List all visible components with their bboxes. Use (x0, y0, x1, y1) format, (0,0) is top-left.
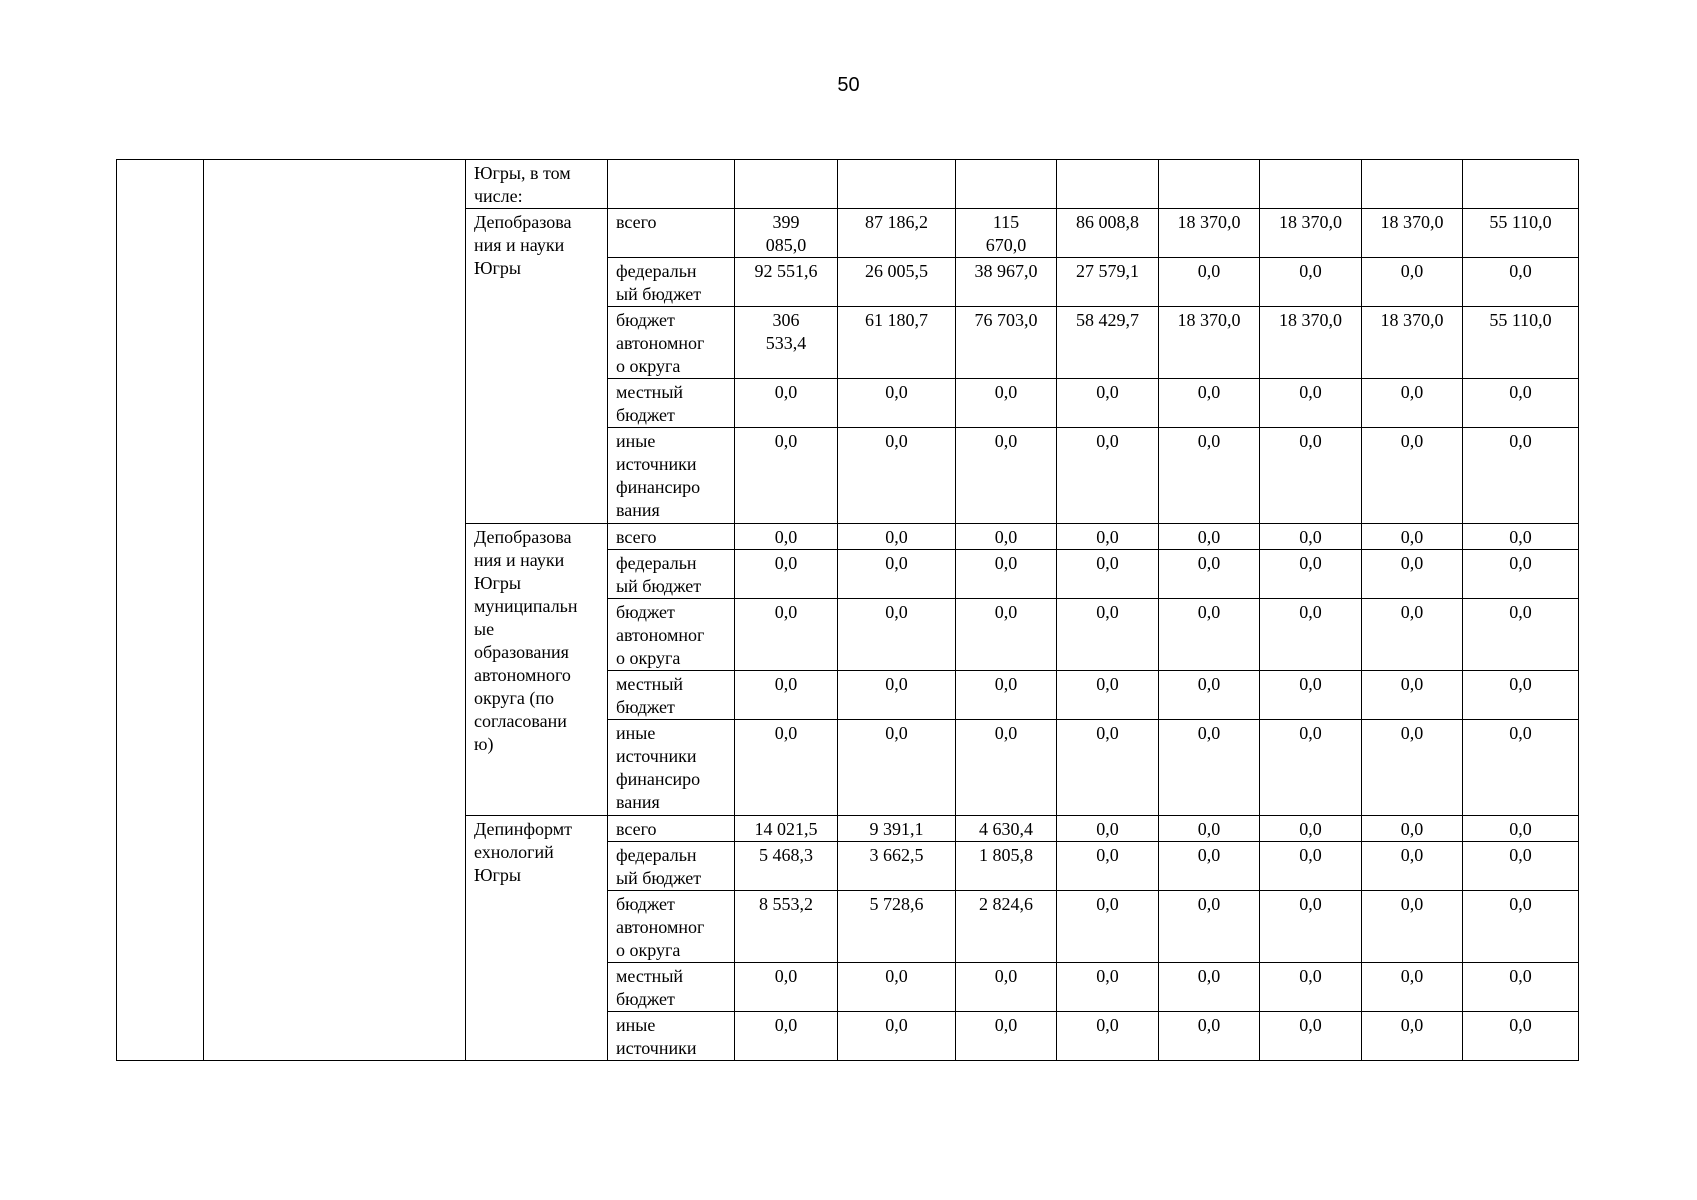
value-cell: 14 021,5 (735, 816, 838, 842)
value-cell: 61 180,7 (838, 307, 956, 379)
value-cell: 0,0 (1463, 379, 1579, 428)
value-cell: 0,0 (1463, 816, 1579, 842)
value-cell: 0,0 (1463, 550, 1579, 599)
value-cell (1057, 160, 1159, 209)
value-cell: 18 370,0 (1362, 307, 1463, 379)
value-cell: 0,0 (1159, 599, 1260, 671)
value-cell: 0,0 (1057, 891, 1159, 963)
value-cell: 0,0 (1159, 842, 1260, 891)
value-cell: 0,0 (1362, 1012, 1463, 1061)
value-cell: 0,0 (735, 963, 838, 1012)
table-row-subtotal-header (117, 160, 1579, 209)
value-cell (1260, 160, 1362, 209)
value-cell: 0,0 (735, 671, 838, 720)
value-cell: 0,0 (1463, 599, 1579, 671)
value-cell: 87 186,2 (838, 209, 956, 258)
value-cell: 0,0 (1362, 428, 1463, 524)
value-cell: 92 551,6 (735, 258, 838, 307)
value-cell (1362, 160, 1463, 209)
value-cell: 306 533,4 (735, 307, 838, 379)
value-cell: 18 370,0 (1362, 209, 1463, 258)
funding-source-cell: бюджет автономног о округа (608, 599, 735, 671)
value-cell (838, 160, 956, 209)
page-number: 50 (837, 74, 860, 96)
value-cell: 0,0 (956, 524, 1057, 550)
value-cell: 0,0 (1362, 963, 1463, 1012)
value-cell: 0,0 (1260, 1012, 1362, 1061)
value-cell: 0,0 (735, 428, 838, 524)
value-cell: 0,0 (1463, 258, 1579, 307)
funding-source-cell: федеральн ый бюджет (608, 550, 735, 599)
value-cell: 0,0 (735, 379, 838, 428)
value-cell: 0,0 (1362, 599, 1463, 671)
value-cell: 0,0 (1362, 258, 1463, 307)
value-cell: 0,0 (1463, 842, 1579, 891)
funding-source-cell: всего (608, 816, 735, 842)
funding-source-cell: иные источники (608, 1012, 735, 1061)
value-cell: 0,0 (1057, 379, 1159, 428)
value-cell: 0,0 (838, 720, 956, 816)
executor-cell: Югры, в том числе: (466, 160, 608, 209)
value-cell: 0,0 (1057, 550, 1159, 599)
funding-source-cell: иные источники финансиро вания (608, 720, 735, 816)
value-cell: 0,0 (1159, 1012, 1260, 1061)
value-cell: 0,0 (1260, 963, 1362, 1012)
value-cell: 0,0 (956, 720, 1057, 816)
value-cell: 0,0 (1463, 720, 1579, 816)
value-cell: 0,0 (1463, 1012, 1579, 1061)
value-cell: 0,0 (956, 550, 1057, 599)
value-cell: 0,0 (1260, 720, 1362, 816)
activity-name-cell (204, 160, 466, 1061)
value-cell: 5 728,6 (838, 891, 956, 963)
value-cell: 0,0 (1260, 671, 1362, 720)
value-cell: 0,0 (838, 550, 956, 599)
value-cell: 0,0 (1159, 891, 1260, 963)
value-cell: 0,0 (1260, 891, 1362, 963)
value-cell: 0,0 (1159, 720, 1260, 816)
value-cell: 0,0 (956, 963, 1057, 1012)
value-cell (1463, 160, 1579, 209)
value-cell: 0,0 (956, 671, 1057, 720)
value-cell: 115 670,0 (956, 209, 1057, 258)
financing-table (116, 159, 1579, 1061)
value-cell: 1 805,8 (956, 842, 1057, 891)
value-cell: 18 370,0 (1260, 307, 1362, 379)
value-cell: 0,0 (956, 379, 1057, 428)
value-cell: 0,0 (1260, 550, 1362, 599)
value-cell: 0,0 (1260, 816, 1362, 842)
value-cell: 0,0 (1159, 550, 1260, 599)
value-cell: 0,0 (1260, 524, 1362, 550)
value-cell: 0,0 (1057, 428, 1159, 524)
value-cell: 0,0 (1159, 524, 1260, 550)
value-cell: 0,0 (1362, 842, 1463, 891)
number-cell (117, 160, 204, 1061)
value-cell: 38 967,0 (956, 258, 1057, 307)
value-cell: 9 391,1 (838, 816, 956, 842)
value-cell: 5 468,3 (735, 842, 838, 891)
value-cell: 0,0 (1057, 842, 1159, 891)
value-cell: 55 110,0 (1463, 307, 1579, 379)
value-cell: 0,0 (1159, 816, 1260, 842)
value-cell: 26 005,5 (838, 258, 956, 307)
value-cell: 0,0 (1057, 963, 1159, 1012)
value-cell: 0,0 (1362, 379, 1463, 428)
value-cell: 0,0 (1260, 379, 1362, 428)
funding-source-cell: всего (608, 524, 735, 550)
funding-source-cell: федеральн ый бюджет (608, 842, 735, 891)
value-cell: 0,0 (1159, 379, 1260, 428)
value-cell: 0,0 (1159, 671, 1260, 720)
value-cell: 0,0 (1463, 891, 1579, 963)
value-cell: 76 703,0 (956, 307, 1057, 379)
financing-table-body (117, 160, 1579, 1061)
value-cell (1159, 160, 1260, 209)
funding-source-cell: бюджет автономног о округа (608, 307, 735, 379)
value-cell: 0,0 (1159, 428, 1260, 524)
value-cell: 0,0 (1362, 550, 1463, 599)
value-cell: 0,0 (1362, 671, 1463, 720)
funding-source-cell: всего (608, 209, 735, 258)
value-cell: 0,0 (1057, 720, 1159, 816)
value-cell: 0,0 (735, 1012, 838, 1061)
value-cell: 0,0 (1362, 720, 1463, 816)
value-cell: 0,0 (1362, 891, 1463, 963)
value-cell: 0,0 (956, 428, 1057, 524)
value-cell: 0,0 (956, 599, 1057, 671)
value-cell: 0,0 (1362, 816, 1463, 842)
value-cell: 399 085,0 (735, 209, 838, 258)
value-cell: 18 370,0 (1159, 209, 1260, 258)
value-cell: 0,0 (838, 524, 956, 550)
funding-source-cell: бюджет автономног о округа (608, 891, 735, 963)
value-cell: 86 008,8 (1057, 209, 1159, 258)
funding-source-cell: местный бюджет (608, 379, 735, 428)
value-cell: 27 579,1 (1057, 258, 1159, 307)
value-cell: 0,0 (1463, 428, 1579, 524)
value-cell: 0,0 (1260, 258, 1362, 307)
executor-cell: Депобразова ния и науки Югры муниципальн ые образования автономного округа (по согласовани ю) (466, 524, 608, 816)
value-cell: 0,0 (838, 671, 956, 720)
value-cell: 58 429,7 (1057, 307, 1159, 379)
value-cell: 0,0 (956, 1012, 1057, 1061)
funding-source-cell: иные источники финансиро вания (608, 428, 735, 524)
value-cell: 8 553,2 (735, 891, 838, 963)
value-cell: 0,0 (1159, 963, 1260, 1012)
source-cell (608, 160, 735, 209)
funding-source-cell: местный бюджет (608, 671, 735, 720)
value-cell: 0,0 (735, 524, 838, 550)
value-cell: 0,0 (735, 720, 838, 816)
value-cell: 0,0 (1057, 524, 1159, 550)
value-cell: 0,0 (1260, 428, 1362, 524)
value-cell: 0,0 (1260, 842, 1362, 891)
value-cell: 0,0 (735, 599, 838, 671)
value-cell: 0,0 (1057, 599, 1159, 671)
value-cell: 18 370,0 (1260, 209, 1362, 258)
executor-cell: Депобразова ния и науки Югры (466, 209, 608, 524)
value-cell: 0,0 (1159, 258, 1260, 307)
value-cell: 2 824,6 (956, 891, 1057, 963)
value-cell: 0,0 (1057, 671, 1159, 720)
value-cell: 0,0 (838, 1012, 956, 1061)
value-cell: 0,0 (1260, 599, 1362, 671)
value-cell: 18 370,0 (1159, 307, 1260, 379)
value-cell: 4 630,4 (956, 816, 1057, 842)
value-cell: 0,0 (1463, 671, 1579, 720)
value-cell: 0,0 (838, 428, 956, 524)
value-cell (956, 160, 1057, 209)
value-cell: 0,0 (735, 550, 838, 599)
funding-source-cell: федеральн ый бюджет (608, 258, 735, 307)
value-cell: 55 110,0 (1463, 209, 1579, 258)
value-cell: 0,0 (1463, 963, 1579, 1012)
value-cell: 0,0 (1463, 524, 1579, 550)
value-cell: 0,0 (838, 599, 956, 671)
value-cell: 0,0 (1362, 524, 1463, 550)
value-cell: 3 662,5 (838, 842, 956, 891)
value-cell: 0,0 (838, 379, 956, 428)
value-cell: 0,0 (1057, 1012, 1159, 1061)
value-cell (735, 160, 838, 209)
funding-source-cell: местный бюджет (608, 963, 735, 1012)
executor-cell: Депинформт ехнологий Югры (466, 816, 608, 1061)
value-cell: 0,0 (838, 963, 956, 1012)
value-cell: 0,0 (1057, 816, 1159, 842)
